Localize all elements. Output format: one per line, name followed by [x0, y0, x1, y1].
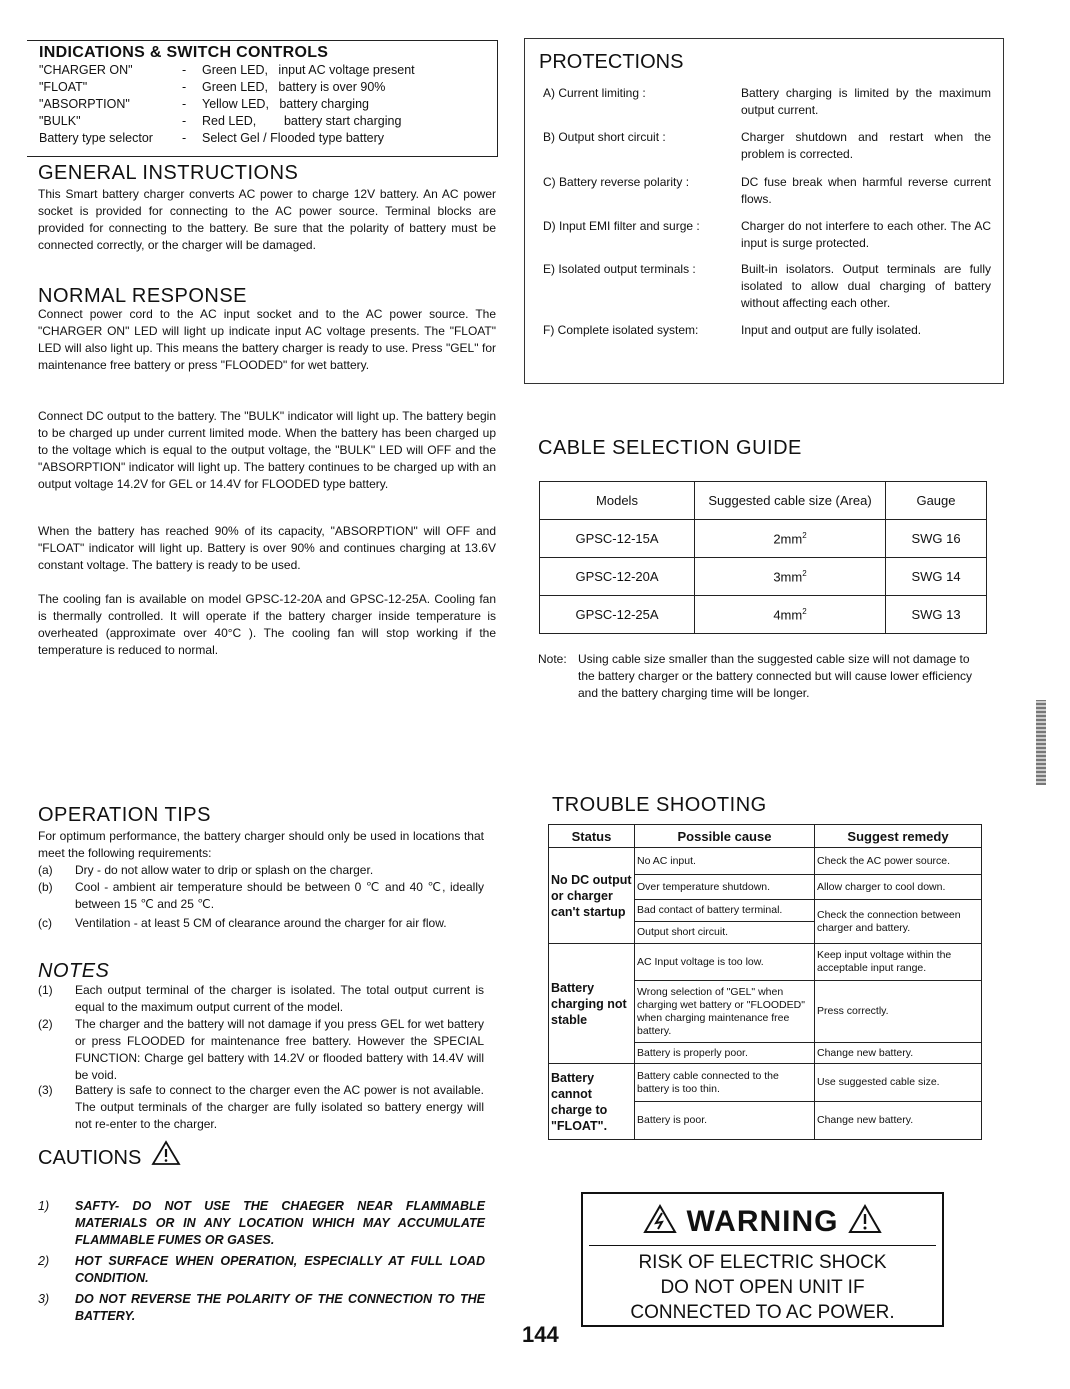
protection-label: E) Isolated output terminals : [543, 262, 696, 276]
indication-label: "FLOAT" [39, 80, 88, 94]
indication-dash: - [182, 97, 187, 111]
cable-gauge: SWG 16 [886, 520, 987, 558]
warning-title-row [583, 1204, 942, 1239]
indication-row [39, 79, 415, 96]
indication-label: Battery type selector [39, 131, 153, 145]
cable-note-label: Note: [538, 652, 567, 666]
indications-box [27, 40, 498, 157]
trouble-remedy: Keep input voltage within the acceptable input range. [815, 944, 982, 981]
trouble-status: No DC output or charger can't startup [549, 848, 635, 944]
indications-title: INDICATIONS & SWITCH CONTROLS [39, 44, 329, 61]
scan-artifact-strip [1036, 700, 1046, 785]
trouble-shooting-heading: TROUBLE SHOOTING [552, 794, 767, 816]
protection-label: B) Output short circuit : [543, 130, 666, 144]
general-instructions-text: This Smart battery charger converts AC power to charge 12V battery. An AC power socket is provided for connecting to the AC power source. Terminal blocks are provided for connecting to the battery. Be sure that the polarity of battery must be connected correctly, or the charger will be damaged. [38, 187, 496, 252]
warning-title: WARNING [686, 1205, 839, 1238]
caution-triangle-icon [151, 1140, 181, 1166]
indication-row [39, 130, 415, 147]
protection-desc: Input and output are fully isolated. [741, 323, 922, 337]
cable-header-size: Suggested cable size (Area) [695, 482, 886, 520]
cautions-heading: CAUTIONS [38, 1140, 181, 1170]
trouble-table [548, 824, 982, 1140]
indication-dash: - [182, 63, 187, 77]
indication-dash: - [182, 131, 187, 145]
indication-dash: - [182, 114, 187, 128]
trouble-status: Battery cannot charge to "FLOAT". [549, 1064, 635, 1140]
normal-response-p2: Connect DC output to the battery. The "BULK" indicator will light up. The battery begin to be charged up under current limited mode. When the battery has been charged up to the voltage which is equal to the output voltage, the "BULK" LED will OFF and the "ABSORPTION" indicator will light up. The battery continues to be charged up with an output voltage 14.2V for GEL or 14.4V for FLOODED type battery. [38, 409, 496, 491]
trouble-cause: AC Input voltage is too low. [635, 944, 815, 981]
cable-gauge: SWG 14 [886, 558, 987, 596]
indication-label: "CHARGER ON" [39, 63, 133, 77]
normal-response-heading: NORMAL RESPONSE [38, 285, 248, 307]
trouble-remedy: Change new battery. [815, 1043, 982, 1064]
cable-gauge: SWG 13 [886, 596, 987, 634]
trouble-remedy: Change new battery. [815, 1102, 982, 1140]
cable-header-models: Models [540, 482, 695, 520]
cable-model: GPSC-12-20A [540, 558, 695, 596]
cable-size: $3mm^2$ [695, 558, 886, 596]
trouble-cause: Bad contact of battery terminal. [635, 900, 815, 922]
cable-note-text: Using cable size smaller than the suggested cable size will not damage to the battery charger or the battery connected but will cause lower efficiency and the battery charging time will be longer. [578, 652, 972, 700]
cable-header-row [540, 482, 987, 520]
trouble-cause: Battery is poor. [635, 1102, 815, 1140]
cable-model: GPSC-12-25A [540, 596, 695, 634]
trouble-cause: Battery is properly poor. [635, 1043, 815, 1064]
trouble-remedy: Allow charger to cool down. [815, 875, 982, 900]
protection-label: A) Current limiting : [543, 86, 646, 100]
trouble-remedy: Use suggested cable size. [815, 1064, 982, 1102]
indication-desc: Select Gel / Flooded type battery [202, 131, 385, 145]
indication-row [39, 62, 415, 79]
normal-response-p4: The cooling fan is available on model GPSC-12-20A and GPSC-12-25A. Cooling fan is thermally controlled. It will operate if the battery charger inside temperature is overheated (approximate over 40°C ). The cooling fan will stop working if the temperature is reduced to normal. [38, 592, 496, 657]
electric-shock-icon [643, 1204, 677, 1234]
notes-heading: NOTES [38, 960, 110, 982]
indication-label: "ABSORPTION" [39, 97, 130, 111]
trouble-remedy: Press correctly. [815, 981, 982, 1043]
cable-size: $4mm^2$ [695, 596, 886, 634]
trouble-cause: No AC input. [635, 848, 815, 875]
normal-response-p3: When the battery has reached 90% of its capacity, "ABSORPTION" will OFF and "FLOAT" indicator will light up. Battery is over 90% and continues charging at 13.6V constant voltage. The battery is ready to be used. [38, 524, 496, 572]
cable-row [540, 558, 987, 596]
protection-label: C) Battery reverse polarity : [543, 175, 690, 189]
indication-desc: Green LED, input AC voltage present [202, 63, 415, 77]
protection-desc: Battery charging is limited by the maximum output current. [741, 86, 991, 117]
indication-label: "BULK" [39, 114, 81, 128]
trouble-header-status: Status [549, 825, 635, 848]
indication-desc: Red LED, battery start charging [202, 114, 402, 128]
trouble-cause: Over temperature shutdown. [635, 875, 815, 900]
protections-title: PROTECTIONS [539, 51, 684, 73]
trouble-status: Battery charging not stable [549, 944, 635, 1064]
protection-desc: Charger do not interfere to each other. The AC input is surge protected. [741, 219, 991, 250]
cable-row [540, 520, 987, 558]
general-instructions-heading: GENERAL INSTRUCTIONS [38, 162, 299, 184]
trouble-cause: Output short circuit. [635, 922, 815, 944]
protection-desc: Built-in isolators. Output terminals are fully isolated to allow dual charging of battery without affecting each other. [741, 262, 991, 310]
trouble-cause: Battery cable connected to the battery is too thin. [635, 1064, 815, 1102]
caution-triangle-icon [848, 1204, 882, 1234]
trouble-header-remedy: Suggest remedy [815, 825, 982, 848]
indications-table [39, 62, 415, 147]
trouble-remedy: Check the connection between charger and battery. [815, 900, 982, 944]
page-number: 144 [522, 1322, 559, 1347]
cable-header-gauge: Gauge [886, 482, 987, 520]
warning-line-2: DO NOT OPEN UNIT IF [660, 1277, 865, 1298]
cable-row [540, 596, 987, 634]
warning-line-3: CONNECTED TO AC POWER. [630, 1302, 895, 1323]
indication-desc: Yellow LED, battery charging [202, 97, 369, 111]
protections-box [524, 38, 1004, 384]
warning-box [581, 1192, 944, 1327]
warning-line-1: RISK OF ELECTRIC SHOCK [638, 1252, 887, 1273]
indication-row [39, 113, 415, 130]
cable-guide-heading: CABLE SELECTION GUIDE [538, 437, 802, 459]
indication-desc: Green LED, battery is over 90% [202, 80, 386, 94]
protection-label: F) Complete isolated system: [543, 323, 699, 337]
protection-desc: DC fuse break when harmful reverse current flows. [741, 175, 991, 206]
trouble-header-row [549, 825, 982, 848]
trouble-remedy: Check the AC power source. [815, 848, 982, 875]
cable-model: GPSC-12-15A [540, 520, 695, 558]
protection-desc: Charger shutdown and restart when the problem is corrected. [741, 130, 991, 161]
operation-tips-intro: For optimum performance, the battery charger should only be used in locations that meet the following requirements: [38, 829, 484, 860]
protection-label: D) Input EMI filter and surge : [543, 219, 700, 233]
normal-response-p1: Connect power cord to the AC input socket and to the AC power source. The "CHARGER ON" LED will light up indicate input AC voltage presents. The "FLOAT" LED will also light up. This means the battery charger is ready to use. Press "GEL" for maintenance free battery or press "FLOODED" for wet battery. [38, 307, 496, 372]
operation-tips-heading: OPERATION TIPS [38, 804, 211, 826]
indication-dash: - [182, 80, 187, 94]
cable-size: $2mm^2$ [695, 520, 886, 558]
trouble-header-cause: Possible cause [635, 825, 815, 848]
cable-table [539, 481, 987, 634]
trouble-cause: Wrong selection of "GEL" when charging wet battery or "FLOODED" when charging maintenance free battery. [635, 981, 815, 1043]
indication-row [39, 96, 415, 113]
